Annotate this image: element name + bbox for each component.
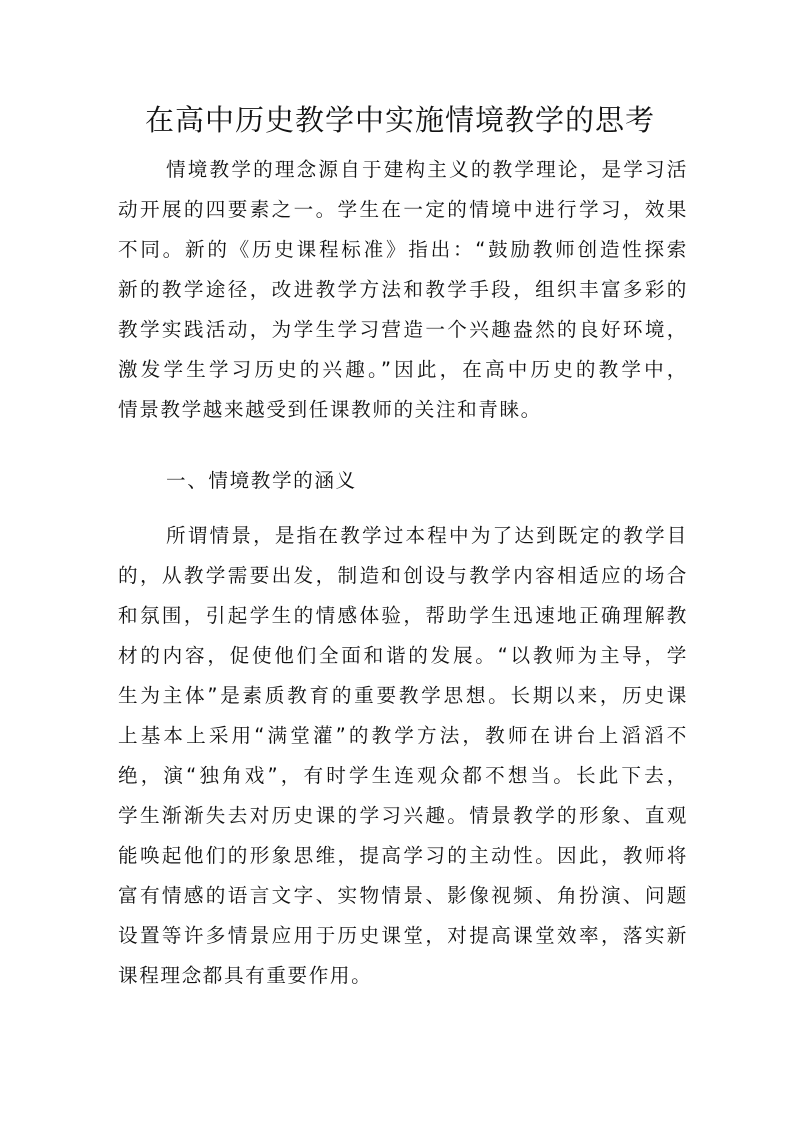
paragraph-line: 学生渐渐失去对历史课的学习兴趣。情景教学的形象、直观 — [118, 804, 688, 827]
paragraph-line: 材的内容，促使他们全面和谐的发展。“以教师为主导，学 — [118, 644, 688, 667]
paragraph-line: 和氛围，引起学生的情感体验，帮助学生迅速地正确理解教 — [118, 604, 688, 627]
paragraph-line: 动开展的四要素之一。学生在一定的情境中进行学习，效果 — [118, 198, 688, 221]
paragraph-line: 教学实践活动，为学生学习营造一个兴趣盎然的良好环境， — [118, 318, 688, 341]
paragraph-line: 不同。新的《历史课程标准》指出：“鼓励教师创造性探索 — [118, 238, 688, 261]
paragraph-line: 新的教学途径，改进教学方法和教学手段，组织丰富多彩的 — [118, 278, 688, 301]
paragraph-line: 上基本上采用“满堂灌”的教学方法，教师在讲台上滔滔不 — [118, 724, 688, 747]
paragraph-line: 课程理念都具有重要作用。 — [118, 964, 373, 987]
paragraph-line: 设置等许多情景应用于历史课堂，对提高课堂效率，落实新 — [118, 924, 688, 947]
paragraph-line: 情境教学的理念源自于建构主义的教学理论，是学习活 — [166, 158, 688, 181]
paragraph-line: 的，从教学需要出发，制造和创设与教学内容相适应的场合 — [118, 564, 688, 587]
section-heading-text: 一、情境教学的涵义 — [166, 469, 357, 492]
paragraph-line: 激发学生学习历史的兴趣。”因此，在高中历史的教学中， — [118, 358, 688, 381]
paragraph-line: 富有情感的语言文字、实物情景、影像视频、角扮演、问题 — [118, 884, 688, 907]
paragraph-intro — [118, 150, 688, 430]
paragraph-line: 能唤起他们的形象思维，提高学习的主动性。因此，教师将 — [118, 844, 688, 867]
document-title: 在高中历史教学中实施情境教学的思考 — [144, 103, 655, 137]
paragraph-line: 绝，演“独角戏”，有时学生连观众都不想当。长此下去， — [118, 764, 688, 787]
paragraph-line: 所谓情景，是指在教学过本程中为了达到既定的教学目 — [166, 524, 688, 547]
paragraph-line: 生为主体”是素质教育的重要教学思想。长期以来，历史课 — [118, 684, 688, 707]
paragraph-definition — [118, 516, 688, 996]
section-heading — [118, 461, 688, 501]
paragraph-line: 情景教学越来越受到任课教师的关注和青睐。 — [118, 398, 542, 421]
